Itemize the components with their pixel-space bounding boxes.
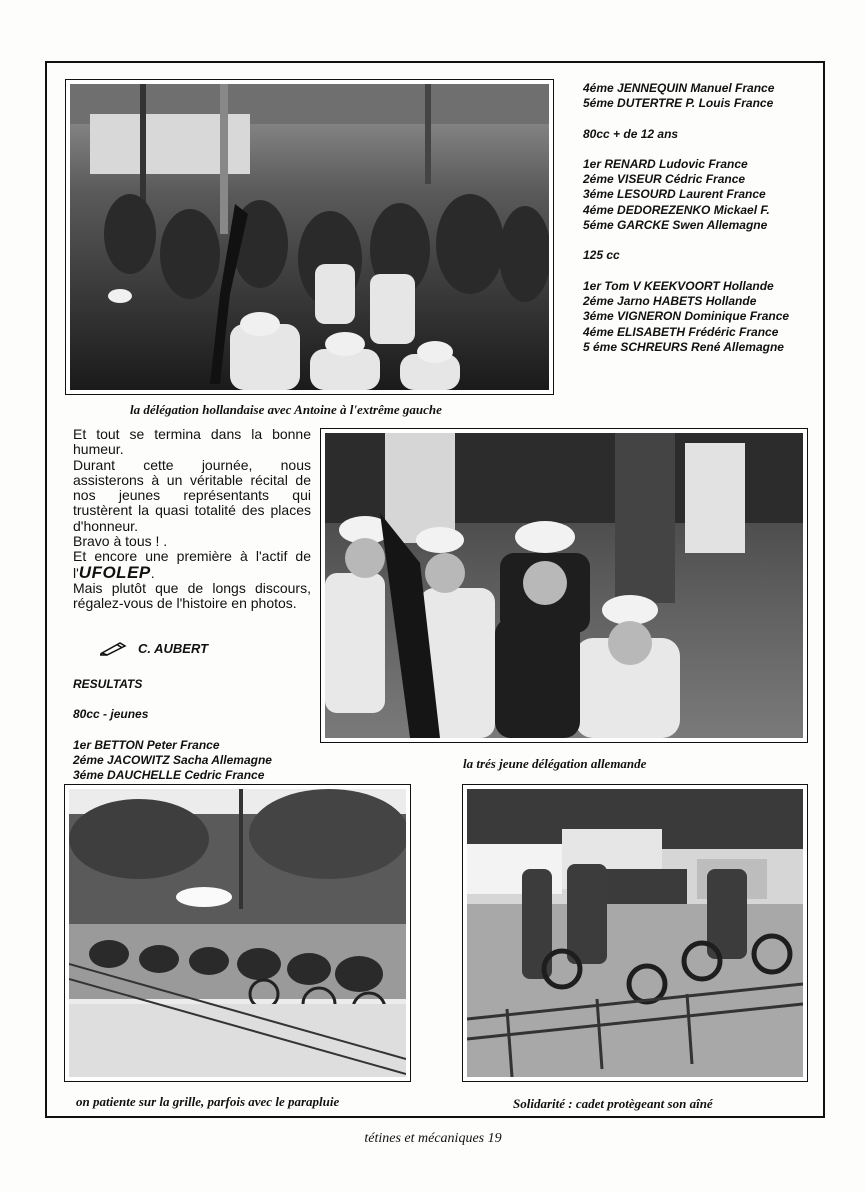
result-line: 4éme JENNEQUIN Manuel France (583, 81, 775, 95)
result-line: 2éme VISEUR Cédric France (583, 172, 746, 187)
result-line: 2éme JACOWITZ Sacha Allemagne (73, 752, 272, 767)
result-line: 3éme LESOURD Laurent France (583, 187, 766, 202)
article-paragraph (73, 549, 311, 581)
article-text-span: . (150, 564, 155, 581)
result-line: 1er RENARD Ludovic France (583, 156, 748, 171)
solidarity-photo (462, 784, 808, 1082)
riders-photo-icon (467, 789, 803, 1077)
group-photo-icon (70, 84, 549, 390)
children-photo-icon (325, 433, 803, 738)
category-heading: 80cc - jeunes (73, 707, 149, 722)
article-paragraph: Bravo à tous ! . (73, 533, 168, 550)
dutch-delegation-photo (65, 79, 554, 395)
results-left-column (73, 677, 272, 783)
results-right-column (583, 81, 789, 355)
author-name: C. AUBERT (138, 640, 209, 656)
result-line: 5 éme SCHREURS René Allemagne (583, 339, 784, 354)
author-signature (100, 640, 208, 656)
result-line: 4éme ELISABETH Frédéric France (583, 324, 779, 339)
starting-grid-photo-icon (69, 789, 406, 1077)
results-title: RESULTATS (73, 677, 143, 691)
article-paragraph: Et tout se termina dans la bonne humeur. (73, 426, 311, 458)
ufolep-brand: UFOLEP (78, 562, 151, 582)
result-line: 5éme DUTERTRE P. Louis France (583, 96, 774, 111)
result-line: 1er BETTON Peter France (73, 737, 220, 752)
category-heading: 125 cc (583, 248, 620, 263)
article-text-span: Et encore une première à l'actif de l' (73, 548, 311, 581)
starting-grid-photo (64, 784, 411, 1082)
result-line: 3éme DAUCHELLE Cedric France (73, 768, 265, 783)
result-line: 5éme GARCKE Swen Allemagne (583, 218, 768, 233)
result-line: 1er Tom V KEEKVOORT Hollande (583, 278, 774, 293)
result-line: 2éme Jarno HABETS Hollande (583, 293, 757, 308)
result-line: 4éme DEDOREZENKO Mickael F. (583, 202, 770, 217)
category-heading: 80cc + de 12 ans (583, 126, 679, 141)
dutch-delegation-caption: la délégation hollandaise avec Antoine à l'extrême gauche (130, 402, 442, 417)
german-delegation-caption: la trés jeune délégation allemande (463, 756, 647, 771)
article-paragraph: Durant cette journée, nous assisterons à un véritable récital de nos jeunes représentants qui trustèrent la quasi totalité des places d'honneur. (73, 456, 311, 534)
page-footer: tétines et mécaniques 19 (364, 1131, 502, 1146)
pen-icon (100, 640, 128, 656)
article-paragraph: Mais plutôt que de longs discours, régalez-vous de l'histoire en photos. (73, 579, 311, 612)
solidarity-caption: Solidarité : cadet protègeant son aîné (513, 1096, 713, 1111)
german-delegation-photo (320, 428, 808, 743)
article-text (73, 427, 311, 612)
result-line: 3éme VIGNERON Dominique France (583, 309, 790, 324)
starting-grid-caption: on patiente sur la grille, parfois avec le parapluie (76, 1094, 340, 1109)
